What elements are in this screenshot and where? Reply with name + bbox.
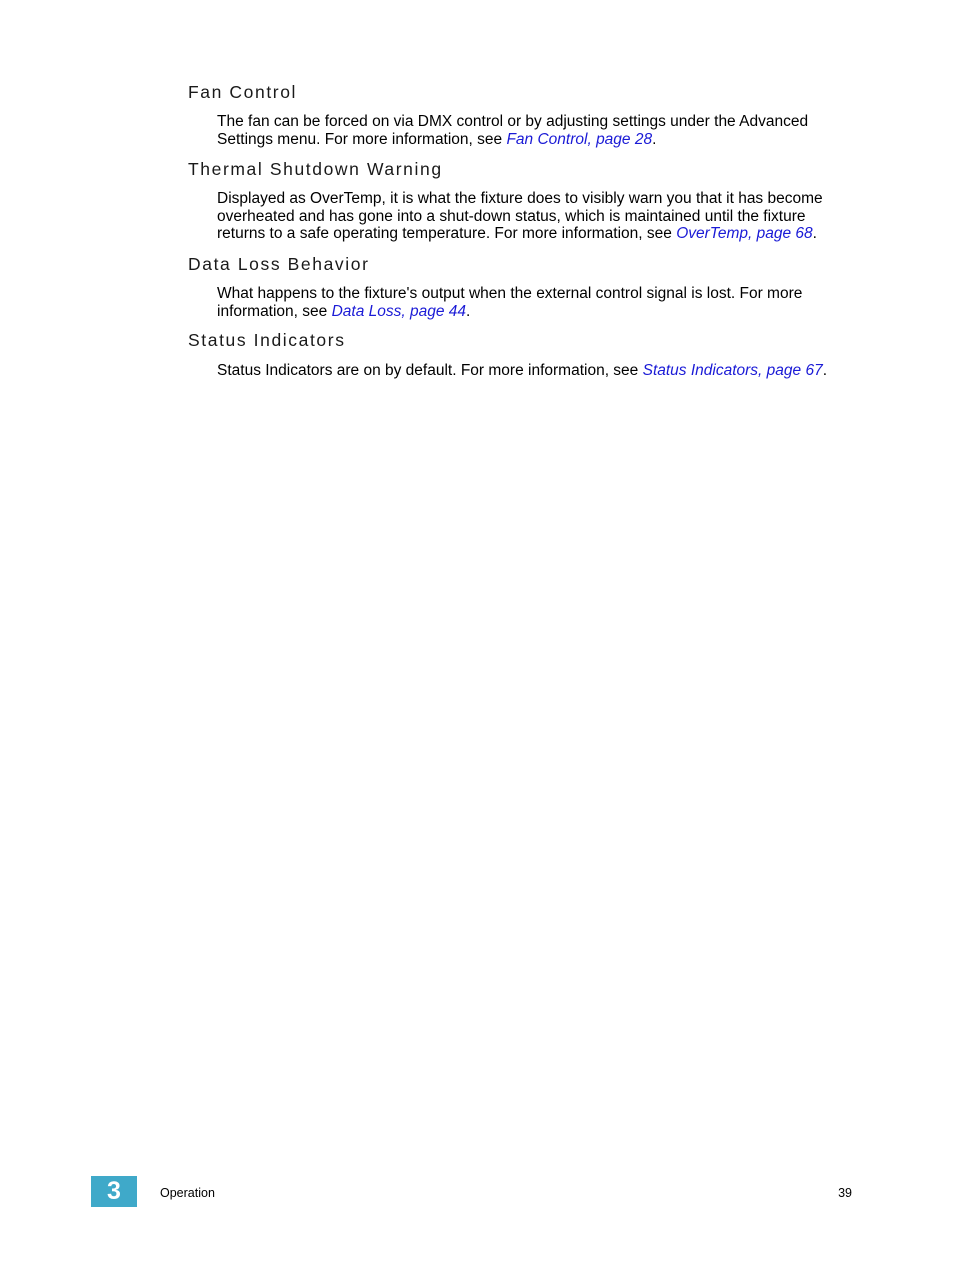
section-heading-fan-control: Fan Control	[188, 82, 298, 102]
cross-reference-link-overtemp[interactable]: OverTemp, page 68	[676, 225, 813, 243]
body-text: The fan can be forced on via DMX control or by adjusting settings under the Advanced Settings menu. For more information, see	[217, 113, 809, 148]
body-text-end: .	[812, 225, 817, 243]
body-text-end: .	[652, 130, 657, 148]
body-text: Status Indicators are on by default. For more information, see	[217, 362, 643, 379]
cross-reference-link-status-indicators[interactable]: Status Indicators, page 67	[642, 362, 823, 379]
section-body-thermal-shutdown-warning	[217, 190, 857, 243]
section-body-status-indicators	[217, 362, 877, 380]
section-body-data-loss-behavior	[217, 285, 857, 320]
section-heading-status-indicators: Status Indicators	[188, 330, 346, 350]
page-number: 39	[838, 1186, 852, 1200]
section-heading-data-loss-behavior: Data Loss Behavior	[188, 254, 370, 274]
body-text: What happens to the fixture's output when the external control signal is lost. For more information, see	[217, 285, 803, 320]
footer-chapter-title: Operation	[160, 1186, 215, 1200]
section-heading-thermal-shutdown-warning: Thermal Shutdown Warning	[188, 159, 443, 179]
body-text-end: .	[822, 362, 828, 379]
cross-reference-link-data-loss[interactable]: Data Loss, page 44	[331, 302, 467, 320]
body-text: Displayed as OverTemp, it is what the fixture does to visibly warn you that it has become overheated and has gone into a shut-down status, which is maintained until the fixture returns to a safe operating temperature. For more information, see	[217, 190, 823, 243]
section-body-fan-control	[217, 113, 857, 148]
chapter-number-tab: 3	[91, 1176, 137, 1207]
cross-reference-link-fan-control[interactable]: Fan Control, page 28	[506, 130, 653, 148]
body-text-end: .	[466, 302, 471, 320]
